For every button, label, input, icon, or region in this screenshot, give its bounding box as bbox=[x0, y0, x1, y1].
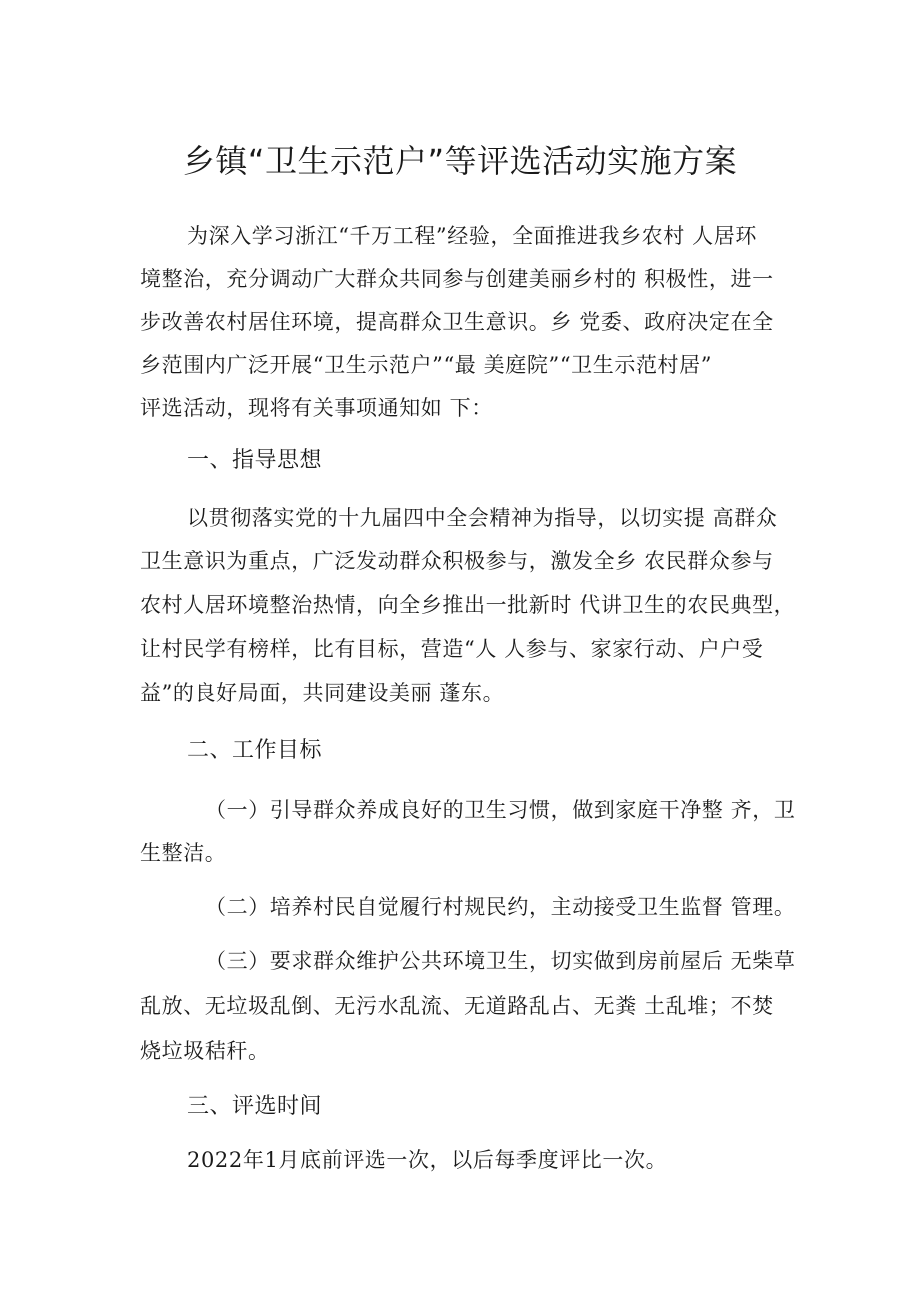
section3-line-1: 2022年1月底前评选一次，以后每季度评比一次。 bbox=[187, 1148, 668, 1172]
section1-line-4: 让村民学有榜样，比有目标，营造“人 人参与、家家行动、户户受 bbox=[140, 637, 764, 661]
intro-line-2: 境整治，充分调动广大群众共同参与创建美丽乡村的 积极性，进一 bbox=[140, 267, 774, 291]
section2-item3-line-1: （三）要求群众维护公共环境卫生，切实做到房前屋后 无柴草 bbox=[205, 949, 796, 973]
section2-item2-line-1: （二）培养村民自觉履行村规民约，主动接受卫生监督 管理。 bbox=[205, 895, 796, 919]
section1-line-3: 农村人居环境整治热情，向全乡推出一批新时 代讲卫生的农民典型， bbox=[140, 593, 796, 617]
section2-item1-line-1: （一）引导群众养成良好的卫生习惯，做到家庭干净整 齐，卫 bbox=[205, 798, 796, 822]
intro-line-5: 评选活动，现将有关事项通知如 下： bbox=[140, 396, 493, 420]
document-title: 乡镇“卫生示范户”等评选活动实施方案 bbox=[182, 142, 738, 180]
section2-item1-line-2: 生整洁。 bbox=[140, 841, 227, 865]
intro-line-1: 为深入学习浙江“千万工程”经验，全面推进我乡农村 人居环 bbox=[187, 224, 757, 248]
section3-heading: 三、评选时间 bbox=[187, 1094, 323, 1119]
section1-line-2: 卫生意识为重点，广泛发动群众积极参与，激发全乡 农民群众参与 bbox=[140, 549, 774, 573]
section2-item3-line-3: 烧垃圾秸秆。 bbox=[140, 1039, 270, 1063]
section1-heading: 一、指导思想 bbox=[187, 448, 323, 473]
section2-heading: 二、工作目标 bbox=[187, 738, 323, 763]
intro-line-3: 步改善农村居住环境，提高群众卫生意识。乡 党委、政府决定在全 bbox=[140, 310, 774, 334]
section1-line-5: 益”的良好局面，共同建设美丽 蓬东。 bbox=[140, 681, 505, 705]
section2-item3-line-2: 乱放、无垃圾乱倒、无污水乱流、无道路乱占、无粪 土乱堆；不焚 bbox=[140, 994, 774, 1018]
section1-line-1: 以贯彻落实党的十九届四中全会精神为指导，以切实提 高群众 bbox=[187, 506, 778, 530]
intro-line-4: 乡范围内广泛开展“卫生示范户”“最 美庭院”“卫生示范村居” bbox=[140, 353, 713, 377]
